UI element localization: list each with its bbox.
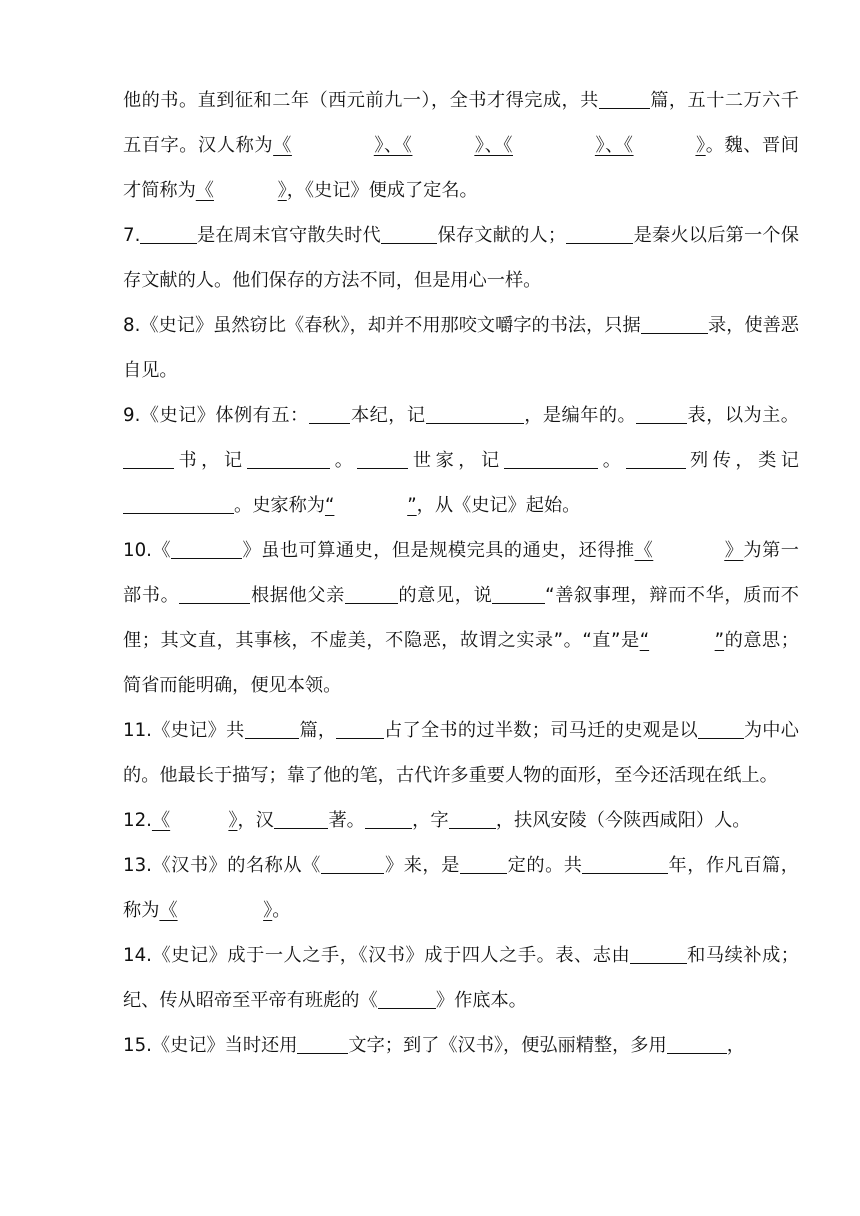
question-text: 》 [695,135,706,156]
underlined-title-blank [152,810,238,831]
question-text: ，汉 [237,810,274,831]
question-text: ， [726,1035,745,1056]
question-text: ，字 [412,810,449,831]
question-text: 。史家称为 [234,495,325,516]
answer-blank[interactable] [336,720,383,739]
question-paragraph [123,1023,799,1068]
question-text: 15.《史记》当时还用 [123,1035,298,1056]
question-text: 文字；到了《汉书》，便弘丽精整，多用 [348,1035,667,1056]
answer-blank[interactable] [626,450,686,469]
question-text: 录，使善恶自见。 [123,315,799,381]
answer-blank[interactable] [653,541,724,559]
answer-blank[interactable] [566,225,633,244]
question-text: 》来，是 [384,855,460,876]
answer-blank[interactable] [426,405,524,424]
question-paragraph [123,933,799,1023]
answer-blank[interactable] [345,585,398,604]
question-paragraph [123,303,799,393]
answer-blank[interactable] [365,810,412,829]
question-text: 是秦火以后第一个保存文献的人。他们保存的方法不同，但是用心一样。 [123,225,799,291]
question-text: 他的书。直到征和二年（西元前九一），全书才得完成，共 [123,90,599,111]
question-text: 》 [277,180,287,201]
answer-blank[interactable] [378,990,436,1009]
question-text: 著。 [328,810,365,831]
answer-blank[interactable] [649,631,715,649]
question-text: 篇， [299,720,337,741]
answer-blank[interactable] [634,136,696,154]
question-text: 是在周末官守散失时代 [196,225,381,246]
question-text: 的意见，说 [397,585,493,606]
question-text: 的意思；简省而能明确，便见本领。 [123,630,799,696]
question-text: 12. [123,810,152,831]
answer-blank[interactable] [178,901,264,919]
question-text: 》 [724,540,744,561]
question-text: 《 [273,135,292,156]
answer-blank[interactable] [321,855,385,874]
question-text: 》作底本。 [435,990,527,1011]
underlined-title-blank [635,540,744,561]
fill-in-blank-worksheet [123,78,799,1068]
question-text: 》 [228,810,238,831]
answer-blank[interactable] [636,405,687,424]
question-text: ，从《史记》起始。 [416,495,581,516]
question-text: 列传，类记 [685,450,799,471]
question-text: 为第一部书。 [123,540,799,606]
answer-blank[interactable] [449,810,496,829]
question-text: “ [324,495,335,516]
question-text: 。 [598,450,626,471]
question-text: 《 [159,900,178,921]
question-text: 》虽也可算通史，但是规模完具的通史，还得推 [242,540,635,561]
answer-blank[interactable] [179,585,250,604]
question-text: 》、《 [373,135,413,156]
question-text: 。 [272,900,291,921]
answer-blank[interactable] [292,136,374,154]
question-text: 11.《史记》共 [123,720,245,741]
question-text: 。魏、晋间才简称为 [123,135,799,201]
question-text: 表，以为主。 [687,405,799,426]
question-text: ” [407,495,417,516]
question-paragraph [123,393,799,528]
question-text: 》 [263,900,273,921]
answer-blank[interactable] [412,136,474,154]
answer-blank[interactable] [599,90,650,109]
answer-blank[interactable] [123,495,234,514]
question-text: 10.《 [123,540,172,561]
answer-blank[interactable] [630,945,686,964]
question-paragraph [123,528,799,708]
answer-blank[interactable] [297,1035,348,1054]
question-text: 保存文献的人； [437,225,567,246]
question-text: 和马续补成；纪、传从昭帝至平帝有班彪的《 [123,945,799,1011]
answer-blank[interactable] [171,540,242,559]
answer-blank[interactable] [513,136,595,154]
question-text: 》、《 [474,135,513,156]
answer-blank[interactable] [492,585,545,604]
question-text: ，《史记》便成了定名。 [286,180,478,201]
question-text: 占了全书的过半数；司马迁的史观是以 [383,720,699,741]
answer-blank[interactable] [381,225,437,244]
answer-blank[interactable] [357,450,408,469]
answer-blank[interactable] [667,1035,727,1054]
question-paragraph [123,843,799,933]
question-text: 9.《史记》体例有五： [123,405,309,426]
underlined-title-blank [196,180,287,201]
underlined-title-blank [159,900,272,921]
underlined-title-blank [273,135,706,156]
answer-blank[interactable] [214,181,278,199]
answer-blank[interactable] [698,720,744,739]
answer-blank[interactable] [641,315,708,334]
question-text: ，是编年的。 [523,405,637,426]
question-text: 《 [195,180,214,201]
question-text: ” [714,630,725,651]
question-text: 《 [634,540,654,561]
question-paragraph [123,708,799,798]
answer-blank[interactable] [140,225,196,244]
answer-blank[interactable] [245,720,300,739]
question-text: 13.《汉书》的名称从《 [123,855,321,876]
question-text: 书，记 [173,450,247,471]
underlined-title-blank [325,495,417,516]
answer-blank[interactable] [460,855,507,874]
question-text: ，扶风安陵（今陕西咸阳）人。 [495,810,751,831]
question-paragraph [123,798,799,843]
answer-blank[interactable] [504,450,599,469]
question-text: “善叙事理，辩而不华，质而不俚；其文直，其事核，不虚美，不隐恶，故谓之实录”。“直”是 [123,585,799,651]
question-text: 》、《 [594,135,634,156]
question-paragraph [123,78,799,213]
question-text: 定的。共 [507,855,583,876]
question-text: 篇，五十二万六千五百字。汉人称为 [123,90,799,156]
answer-blank[interactable] [582,855,668,874]
underlined-title-blank [640,630,724,651]
question-text: 8.《史记》虽然窃比《春秋》，却并不用那咬文嚼字的书法，只据 [123,315,641,336]
answer-blank[interactable] [123,450,174,469]
question-text: 《 [151,810,171,831]
answer-blank[interactable] [247,450,331,469]
answer-blank[interactable] [309,405,351,424]
answer-blank[interactable] [274,810,329,829]
question-text: 根据他父亲 [250,585,345,606]
question-text: 。 [330,450,358,471]
answer-blank[interactable] [170,811,228,829]
question-text: 本纪，记 [350,405,426,426]
question-text: 世家，记 [408,450,504,471]
question-text: “ [639,630,650,651]
question-paragraph [123,213,799,303]
answer-blank[interactable] [334,496,407,514]
question-text: 14.《史记》成于一人之手，《汉书》成于四人之手。表、志由 [123,945,631,966]
question-text: 年，作凡百篇，称为 [123,855,799,921]
question-text: 为中心的。他最长于描写；靠了他的笔，古代许多重要人物的面形，至今还活现在纸上。 [123,720,799,786]
question-text: 7. [123,225,141,246]
